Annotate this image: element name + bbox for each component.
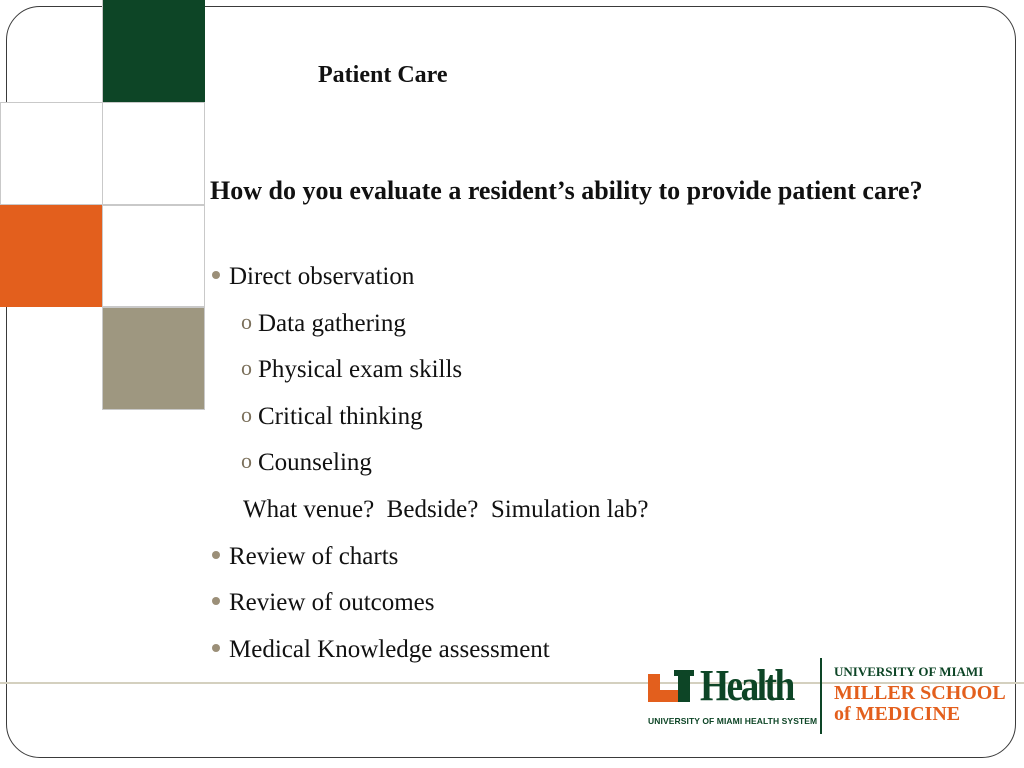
logo-divider: [820, 658, 822, 734]
bullet-icon: [212, 271, 220, 279]
orange-square: [0, 205, 103, 307]
bullet-icon: [212, 551, 220, 559]
list-item: o Critical thinking: [212, 394, 648, 441]
u-logo-icon: [648, 668, 698, 704]
list-item: Direct observation: [212, 254, 648, 301]
list-item: o Counseling: [212, 440, 648, 487]
school-label: MILLER SCHOOL of MEDICINE: [834, 682, 1006, 725]
slide-question: How do you evaluate a resident’s ability to provide patient care?: [210, 176, 923, 205]
circle-bullet-icon: o: [241, 401, 252, 427]
green-square: [102, 0, 205, 102]
list-item: Review of outcomes: [212, 580, 648, 627]
circle-bullet-icon: o: [241, 448, 252, 474]
list-item: o Data gathering: [212, 301, 648, 348]
health-system-label: UNIVERSITY OF MIAMI HEALTH SYSTEM: [648, 716, 818, 726]
circle-bullet-icon: o: [241, 355, 252, 381]
list-item: o Physical exam skills: [212, 347, 648, 394]
list-item: Review of charts: [212, 534, 648, 581]
slide-title: Patient Care: [318, 62, 448, 88]
health-wordmark: Health: [700, 661, 793, 710]
uhealth-logo: [646, 656, 1006, 740]
bullet-list: [212, 254, 648, 673]
grid-line-left: [102, 0, 103, 410]
bullet-icon: [212, 597, 220, 605]
circle-bullet-icon: o: [241, 308, 252, 334]
blank-square-1: [102, 102, 205, 205]
bullet-icon: [212, 644, 220, 652]
blank-square-2: [0, 102, 103, 205]
university-label: UNIVERSITY OF MIAMI: [834, 664, 984, 679]
blank-square-3: [102, 205, 205, 307]
taupe-square: [102, 307, 205, 410]
list-item: Medical Knowledge assessment: [212, 627, 648, 674]
list-item: What venue? Bedside? Simulation lab?: [243, 495, 649, 523]
